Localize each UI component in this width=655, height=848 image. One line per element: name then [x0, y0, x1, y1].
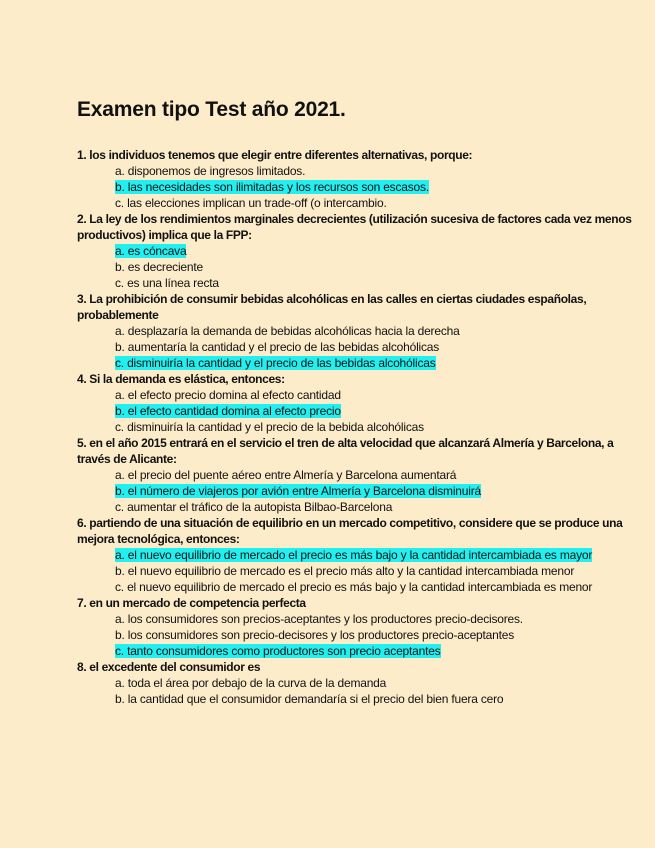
answer-option-text: c. disminuiría la cantidad y el precio de la bebida alcohólicas: [115, 420, 424, 434]
answer-option: [77, 387, 637, 403]
answer-option: [77, 163, 637, 179]
answer-option-text: b. el efecto cantidad domina al efecto precio: [115, 404, 341, 418]
answer-option-correct: [77, 243, 637, 259]
answer-option: [77, 195, 637, 211]
answer-option: [77, 499, 637, 515]
answer-option-text: a. los consumidores son precios-aceptantes y los productores precio-decisores.: [115, 612, 523, 626]
answer-option-text: a. el efecto precio domina al efecto cantidad: [115, 388, 341, 402]
answer-option-text: b. el número de viajeros por avión entre Almería y Barcelona disminuirá: [115, 484, 481, 498]
question-text: 6. partiendo de una situación de equilibrio en un mercado competitivo, considere que se produce una mejora tecnológica, entonces:: [77, 516, 623, 546]
answer-option-text: b. es decreciente: [115, 260, 203, 274]
answer-option-text: a. el nuevo equilibrio de mercado el precio es más bajo y la cantidad intercambiada es mayor: [115, 548, 593, 562]
answer-option-correct: [77, 355, 637, 371]
question-text: 2. La ley de los rendimientos marginales decrecientes (utilización sucesiva de factores cada vez menos productivos) implica que la FPP:: [77, 212, 632, 242]
answer-option: [77, 579, 637, 595]
question-block: [77, 291, 637, 371]
question-block: [77, 515, 637, 595]
answer-option-correct: [77, 403, 637, 419]
answer-option: [77, 627, 637, 643]
answer-option: [77, 611, 637, 627]
answer-option-text: c. el nuevo equilibrio de mercado el precio es más bajo y la cantidad intercambiada es menor: [115, 580, 593, 594]
question-block: [77, 211, 637, 291]
question-block: [77, 595, 637, 659]
answer-option: [77, 259, 637, 275]
question-text: 8. el excedente del consumidor es: [77, 660, 261, 674]
answer-option-text: a. desplazaría la demanda de bebidas alcohólicas hacia la derecha: [115, 324, 460, 338]
answer-option-text: b. aumentaría la cantidad y el precio de las bebidas alcohólicas: [115, 340, 440, 354]
answer-option-text: c. las elecciones implican un trade-off (o intercambio.: [115, 196, 387, 210]
question-block: [77, 435, 637, 515]
answer-option: [77, 691, 637, 707]
answer-option-text: c. es una línea recta: [115, 276, 219, 290]
question-block: [77, 371, 637, 435]
answer-option-text: a. toda el área por debajo de la curva de la demanda: [115, 676, 387, 690]
answer-option: [77, 275, 637, 291]
question-block: [77, 659, 637, 707]
answer-option-correct: [77, 547, 637, 563]
answer-option: [77, 563, 637, 579]
question-text: 3. La prohibición de consumir bebidas alcohólicas en las calles en ciertas ciudades españolas, probablemente: [77, 292, 587, 322]
answer-option-text: c. aumentar el tráfico de la autopista Bilbao-Barcelona: [115, 500, 393, 514]
answer-option-text: b. los consumidores son precio-decisores y los productores precio-aceptantes: [115, 628, 515, 642]
answer-option-text: b. las necesidades son ilimitadas y los recursos son escasos.: [115, 180, 429, 194]
answer-option-correct: [77, 179, 637, 195]
answer-option-text: a. es cóncava: [115, 244, 187, 258]
answer-option-text: b. la cantidad que el consumidor demandaría si el precio del bien fuera cero: [115, 692, 504, 706]
answer-option: [77, 419, 637, 435]
answer-option-text: b. el nuevo equilibrio de mercado es el precio más alto y la cantidad intercambiada menor: [115, 564, 575, 578]
page-title: Examen tipo Test año 2021.: [77, 98, 346, 121]
question-block: [77, 147, 637, 211]
question-list: [77, 147, 637, 707]
answer-option-text: c. disminuiría la cantidad y el precio de las bebidas alcohólicas: [115, 356, 436, 370]
question-text: 7. en un mercado de competencia perfecta: [77, 596, 306, 610]
answer-option-text: a. el precio del puente aéreo entre Almería y Barcelona aumentará: [115, 468, 457, 482]
answer-option: [77, 323, 637, 339]
question-text: 1. los individuos tenemos que elegir entre diferentes alternativas, porque:: [77, 148, 473, 162]
answer-option-text: c. tanto consumidores como productores son precio aceptantes: [115, 644, 441, 658]
answer-option: [77, 339, 637, 355]
question-text: 4. Si la demanda es elástica, entonces:: [77, 372, 285, 386]
answer-option-text: a. disponemos de ingresos limitados.: [115, 164, 306, 178]
answer-option: [77, 467, 637, 483]
question-text: 5. en el año 2015 entrará en el servicio el tren de alta velocidad que alcanzará Almería y Barcelona, a través de Alicante:: [77, 436, 614, 466]
answer-option: [77, 675, 637, 691]
answer-option-correct: [77, 643, 637, 659]
answer-option-correct: [77, 483, 637, 499]
